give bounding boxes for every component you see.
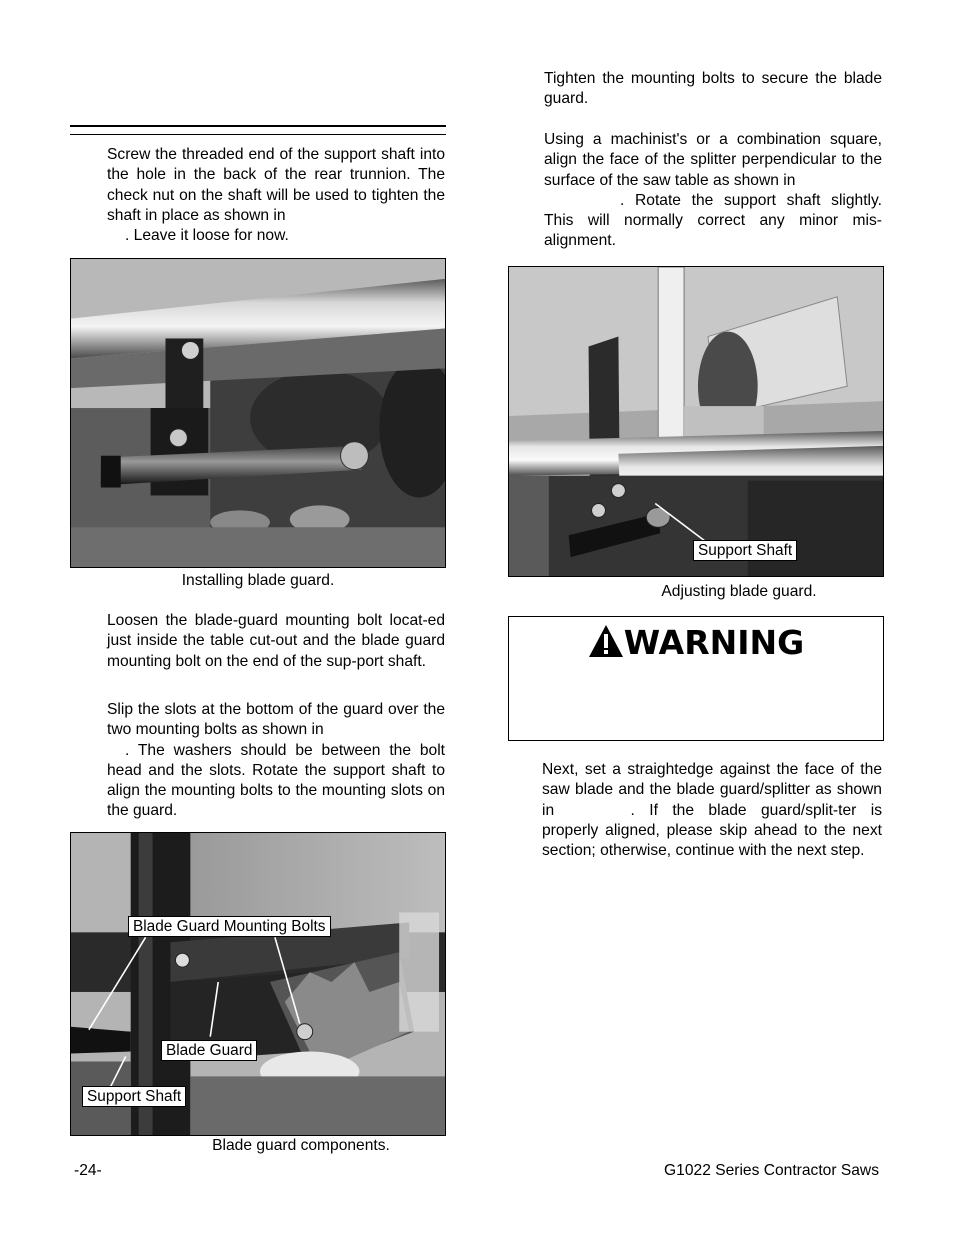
section-rule xyxy=(70,125,446,127)
warning-triangle-icon xyxy=(588,624,624,658)
callout-blade-guard-mounting-bolts: Blade Guard Mounting Bolts xyxy=(128,916,331,937)
footer-title: G1022 Series Contractor Saws xyxy=(664,1162,879,1179)
left-paragraph-1-tail: . Leave it loose for now. xyxy=(125,227,289,245)
figure-2-caption: Blade guard components. xyxy=(212,1137,390,1154)
right-paragraph-3 xyxy=(542,760,882,861)
left-paragraph-1-text: Screw the threaded end of the support shaft into the hole in the back of the rear trunnion. The check nut on the shaft will be used to tighten the shaft in place as shown in xyxy=(107,146,445,224)
right-paragraph-2-tail: . Rotate the support shaft slightly. This will normally correct any minor mis-alignment. xyxy=(544,191,882,250)
left-paragraph-3 xyxy=(107,700,445,822)
section-rule-thin xyxy=(70,134,446,135)
warning-box xyxy=(508,616,884,741)
figure-adjusting-blade-guard xyxy=(508,266,884,577)
left-paragraph-1 xyxy=(107,145,445,246)
figure-1-caption: Installing blade guard. xyxy=(181,572,335,589)
figure-installing-blade-guard xyxy=(70,258,446,568)
right-paragraph-3-text: Next, set a straightedge against the face of the saw blade and the blade guard/splitter as shown in xyxy=(542,761,882,819)
warning-header xyxy=(509,623,883,663)
warning-label: WARNING xyxy=(623,623,805,662)
right-paragraph-2-text: Using a machinist's or a combination square, align the face of the splitter perpendicular to the surface of the saw table as shown in xyxy=(544,131,882,189)
callout-support-shaft-fig3: Support Shaft xyxy=(693,540,797,561)
left-paragraph-3-tail: . The washers should be between the bolt head and the slots. Rotate the support shaft to align the mounting bolts to the mounting slots on the guard. xyxy=(107,741,445,820)
left-paragraph-2: Loosen the blade-guard mounting bolt locat-ed just inside the table cut-out and the blade guard mounting bolt on the end of the sup-port shaft. xyxy=(107,612,445,670)
callout-blade-guard: Blade Guard xyxy=(161,1040,257,1061)
page-number: -24- xyxy=(74,1162,102,1179)
figure-3-caption: Adjusting blade guard. xyxy=(661,583,817,600)
right-paragraph-1: Tighten the mounting bolts to secure the blade guard. xyxy=(544,70,882,108)
right-paragraph-3-tail: . If the blade guard/split-ter is properly aligned, please skip ahead to the next section; otherwise, continue with the next step. xyxy=(542,801,882,860)
callout-support-shaft: Support Shaft xyxy=(82,1086,186,1107)
right-paragraph-2 xyxy=(544,130,882,252)
left-paragraph-3-text: Slip the slots at the bottom of the guard over the two mounting bolts as shown in xyxy=(107,701,445,739)
